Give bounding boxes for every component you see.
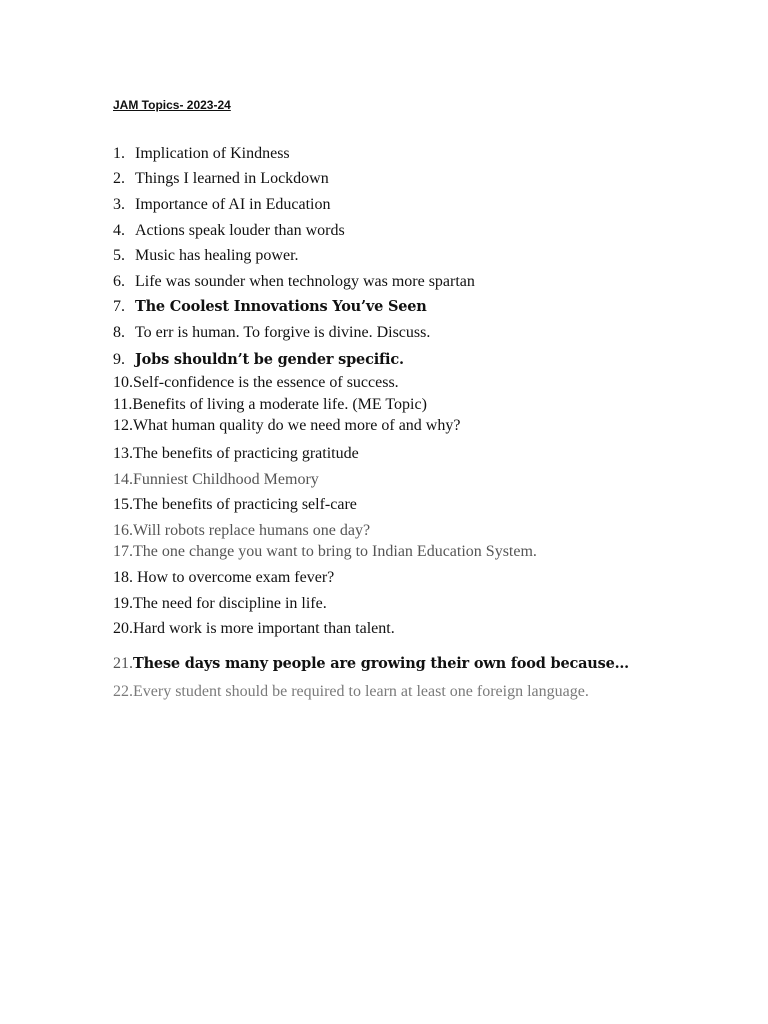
- item-text: How to overcome exam fever?: [133, 569, 335, 586]
- list-item: [113, 445, 359, 463]
- item-number: 12.: [113, 417, 133, 434]
- item-text: Every student should be required to learn at least one foreign language.: [133, 683, 589, 700]
- list-item: [113, 145, 290, 163]
- item-text: The benefits of practicing gratitude: [133, 445, 359, 462]
- item-number: 5.: [113, 247, 125, 264]
- list-item: [113, 298, 427, 316]
- list-item: [113, 351, 404, 369]
- list-item: [113, 496, 357, 514]
- item-text: What human quality do we need more of and why?: [133, 417, 461, 434]
- item-number: 19.: [113, 595, 133, 612]
- list-item: [113, 396, 427, 414]
- list-item: [113, 471, 319, 489]
- list-item: [113, 522, 370, 540]
- document-title: JAM Topics- 2023-24: [113, 98, 231, 112]
- item-number: 17.: [113, 543, 133, 560]
- item-number: 4.: [113, 222, 125, 239]
- item-number: 10.: [113, 374, 133, 391]
- item-number: 14.: [113, 471, 133, 488]
- item-text: Will robots replace humans one day?: [133, 522, 371, 539]
- list-item: [113, 273, 475, 291]
- item-text: Self-confidence is the essence of success.: [133, 374, 399, 391]
- item-number: 13.: [113, 445, 133, 462]
- list-item: [113, 324, 430, 342]
- item-number: 6.: [113, 273, 125, 290]
- item-number: 7.: [113, 298, 125, 315]
- item-text: Jobs shouldn’t be gender specific.: [135, 351, 404, 368]
- item-text: Actions speak louder than words: [135, 222, 345, 239]
- item-text: Implication of Kindness: [135, 145, 290, 162]
- list-item: [113, 683, 589, 701]
- item-text: The benefits of practicing self-care: [133, 496, 357, 513]
- item-text: Things I learned in Lockdown: [135, 170, 329, 187]
- item-text: Funniest Childhood Memory: [133, 471, 319, 488]
- item-number: 16.: [113, 522, 133, 539]
- item-text: Importance of AI in Education: [135, 196, 331, 213]
- item-number: 8.: [113, 324, 125, 341]
- list-item: [113, 374, 399, 392]
- item-text: The Coolest Innovations You’ve Seen: [135, 298, 427, 315]
- item-number: 3.: [113, 196, 125, 213]
- list-item: [113, 569, 334, 587]
- item-number: 11.: [113, 396, 133, 413]
- item-number: 15.: [113, 496, 133, 513]
- list-item: [113, 620, 395, 638]
- list-item: [113, 247, 299, 265]
- item-text: To err is human. To forgive is divine. Discuss.: [135, 324, 431, 341]
- list-item: [113, 222, 345, 240]
- item-number: 9.: [113, 351, 125, 368]
- item-text: Hard work is more important than talent.: [133, 620, 395, 637]
- item-number: 20.: [113, 620, 133, 637]
- list-item: [113, 595, 327, 613]
- list-item: [113, 417, 460, 435]
- item-number: 22.: [113, 683, 133, 700]
- item-text: The need for discipline in life.: [133, 595, 327, 612]
- list-item: [113, 170, 329, 188]
- list-item: [113, 543, 537, 561]
- item-text: Benefits of living a moderate life. (ME Topic): [132, 396, 427, 413]
- list-item: [113, 655, 629, 673]
- item-text: Music has healing power.: [135, 247, 299, 264]
- item-text: The one change you want to bring to Indian Education System.: [133, 543, 537, 560]
- item-number: 1.: [113, 145, 125, 162]
- item-number: 2.: [113, 170, 125, 187]
- item-number: 18.: [113, 569, 133, 586]
- item-number: 21.: [113, 655, 133, 672]
- item-text: These days many people are growing their own food because…: [133, 655, 629, 672]
- item-text: Life was sounder when technology was more spartan: [135, 273, 475, 290]
- list-item: [113, 196, 331, 214]
